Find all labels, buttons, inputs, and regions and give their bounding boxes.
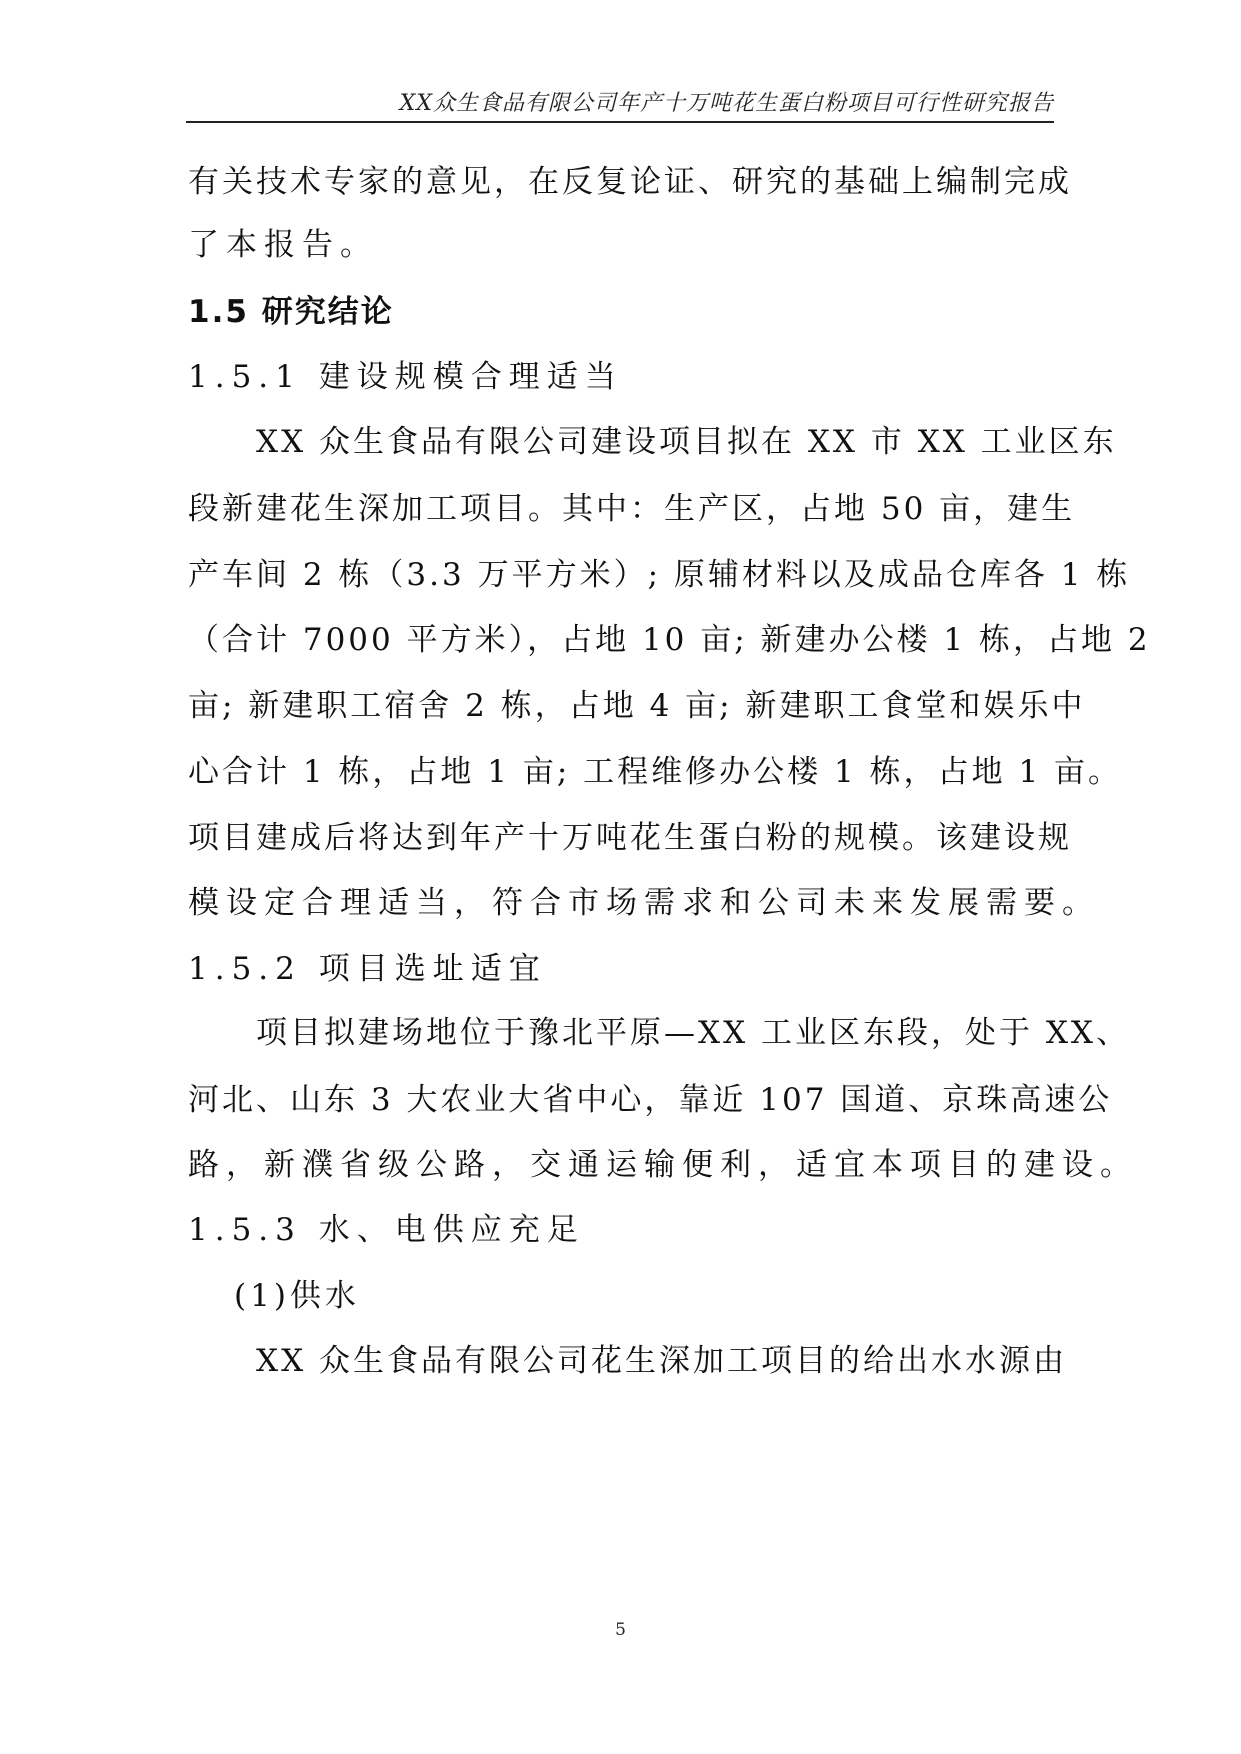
- paragraph-line: 产车间 2 栋（3.3 万平方米）; 原辅材料以及成品仓库各 1 栋: [188, 557, 1131, 593]
- paragraph-line: 河北、山东 3 大农业大省中心，靠近 107 国道、京珠高速公: [188, 1082, 1113, 1118]
- list-item-label: (1)供水: [234, 1278, 360, 1314]
- paragraph-line: 心合计 1 栋，占地 1 亩; 工程维修办公楼 1 栋，占地 1 亩。: [188, 754, 1123, 790]
- page-number: 5: [615, 1620, 626, 1640]
- paragraph-line: 项目拟建场地位于豫北平原—XX 工业区东段，处于 XX、: [256, 1015, 1130, 1051]
- section-heading: 1.5 研究结论: [188, 294, 394, 330]
- paragraph-line: 有关技术专家的意见，在反复论证、研究的基础上编制完成: [188, 164, 1072, 200]
- paragraph-line: XX 众生食品有限公司建设项目拟在 XX 市 XX 工业区东: [256, 424, 1117, 460]
- header-rule: [186, 121, 1054, 123]
- subsection-heading: 1.5.3 水、电供应充足: [188, 1212, 585, 1248]
- subsection-heading: 1.5.1 建设规模合理适当: [188, 359, 623, 395]
- subsection-heading: 1.5.2 项目选址适宜: [188, 951, 547, 987]
- paragraph-line: 了本报告。: [188, 227, 378, 263]
- paragraph-line: 项目建成后将达到年产十万吨花生蛋白粉的规模。该建设规: [188, 820, 1072, 856]
- paragraph-line: （合计 7000 平方米），占地 10 亩; 新建办公楼 1 栋，占地 2: [188, 622, 1151, 658]
- paragraph-line: XX 众生食品有限公司花生深加工项目的给出水水源由: [256, 1343, 1067, 1379]
- paragraph-line: 段新建花生深加工项目。其中：生产区，占地 50 亩，建生: [188, 491, 1076, 527]
- paragraph-line: 模设定合理适当，符合市场需求和公司未来发展需要。: [188, 885, 1100, 921]
- running-header: XX众生食品有限公司年产十万吨花生蛋白粉项目可行性研究报告: [399, 91, 1054, 116]
- paragraph-line: 路，新濮省级公路，交通运输便利，适宜本项目的建设。: [188, 1147, 1138, 1183]
- paragraph-line: 亩; 新建职工宿舍 2 栋，占地 4 亩; 新建职工食堂和娱乐中: [188, 688, 1086, 724]
